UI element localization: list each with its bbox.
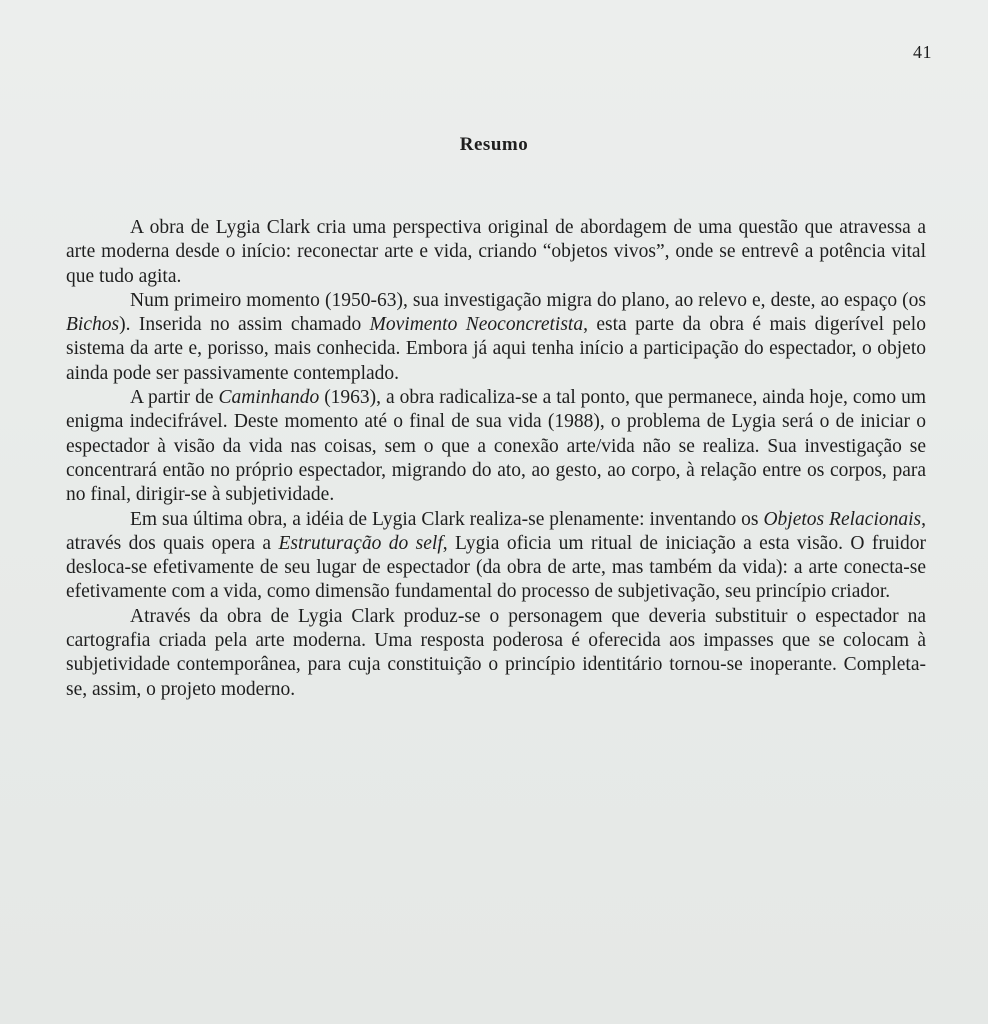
italic-title-text: Movimento Neoconcretista: [369, 314, 584, 336]
paragraph-text: Num primeiro momento (1950-63), sua investigação migra do plano, ao relevo e, deste, ao espaço (os: [130, 289, 926, 311]
paragraph-text: ). Inserida no assim chamado: [119, 314, 370, 336]
paragraph-text: A partir de: [130, 387, 219, 409]
italic-title-text: Objetos Relacionais: [763, 508, 922, 530]
abstract-paragraph: [66, 289, 926, 386]
italic-title-text: Bichos: [66, 314, 120, 336]
page-number: 41: [913, 42, 932, 62]
italic-title-text: Estruturação do self: [278, 532, 443, 554]
abstract-paragraph: [66, 508, 926, 605]
abstract-body: [66, 216, 926, 702]
paragraph-text: , Lygia oficia um ritual de iniciação a esta visão. O fruidor desloca-se efetivamente de seu lugar de espectador (da obra de arte, mas também da vida): a arte conecta-se efetivamente com a vida, como dimensão fundamental do processo de subjetivação, seu princípio criador.: [66, 532, 926, 603]
abstract-paragraph: [66, 386, 926, 507]
paragraph-text: Através da obra de Lygia Clark produz-se o personagem que deveria substituir o espectador na cartografia criada pela arte moderna. Uma resposta poderosa é oferecida aos impasses que se colocam à subjetividade contemporânea, para cuja constituição o princípio identitário tornou-se inoperante. Completa-se, assim, o projeto moderno.: [66, 605, 926, 700]
page-title: Resumo: [459, 134, 529, 155]
paragraph-text: , esta parte da obra é mais digerível pelo sistema da arte e, porisso, mais conhecida. Embora já aqui tenha início a participação do espectador, o objeto ainda pode ser passivamente contemplado.: [66, 314, 926, 384]
abstract-paragraph: [66, 605, 926, 702]
paragraph-text: A obra de Lygia Clark cria uma perspectiva original de abordagem de uma questão que atravessa a arte moderna desde o início: reconectar arte e vida, criando “objetos vivos”, onde se entrevê a potência vital que tudo agita.: [66, 217, 926, 287]
abstract-paragraph: [66, 216, 926, 289]
paragraph-text: (1963), a obra radicaliza-se a tal ponto, que permanece, ainda hoje, como um enigma indecifrável. Deste momento até o final de sua vida (1988), o problema de Lygia será o de iniciar o espectador à visão da vida nas coisas, sem o que a conexão arte/vida não se realiza. Sua investigação se concentrará então no próprio espectador, migrando do ato, ao gesto, ao corpo, à relação entre os corpos, para no final, dirigir-se à subjetividade.: [66, 387, 927, 506]
italic-title-text: Caminhando: [218, 387, 320, 409]
paragraph-text: , através dos quais opera a: [66, 508, 926, 554]
paragraph-text: Em sua última obra, a idéia de Lygia Clark realiza-se plenamente: inventando os: [130, 508, 764, 530]
